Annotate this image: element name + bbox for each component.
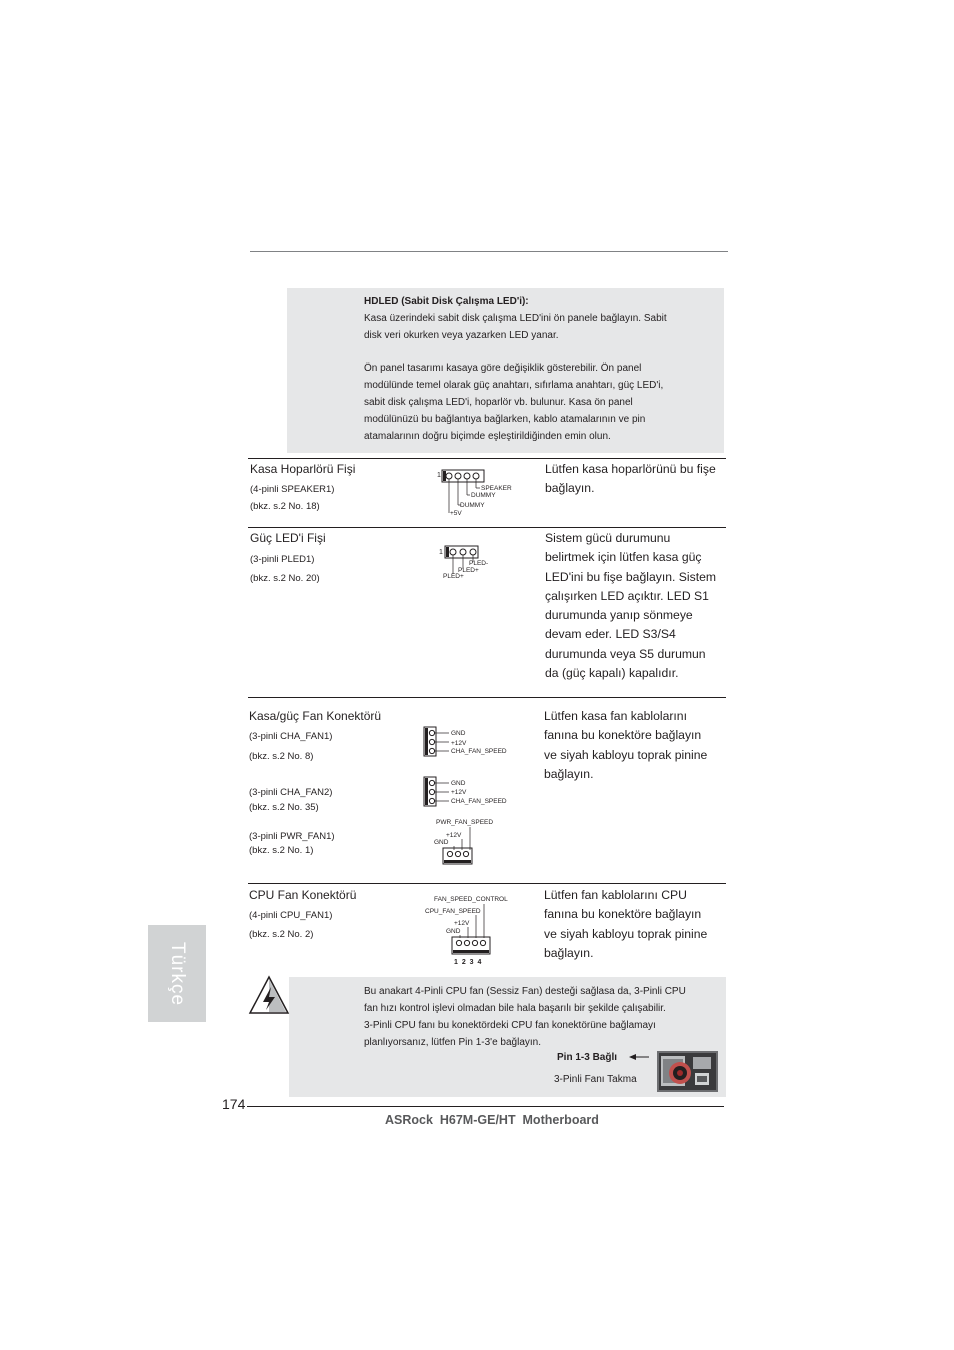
cha2-pin-12v: +12V (451, 789, 467, 796)
cpu-title: CPU Fan Konektörü (249, 888, 357, 902)
cha1-pin-12v: +12V (451, 740, 467, 747)
panel-line-1: Ön panel tasarımı kasaya göre değişiklik gösterebilir. Ön panel (364, 363, 642, 374)
top-rule (250, 251, 728, 252)
panel-line-5: atamalarının doğru biçimde eşleştirildiğinden emin olun. (364, 431, 611, 442)
fan-install-photo (657, 1051, 718, 1092)
cpu-desc-1: Lütfen fan kablolarını CPU (544, 888, 687, 902)
speaker-rule (248, 458, 726, 459)
hdled-heading: HDLED (Sabit Disk Çalışma LED'i): (364, 296, 529, 307)
page-number: 174 (222, 1096, 246, 1112)
hdled-line-2: disk veri okurken veya yazarken LED yanar. (364, 330, 559, 341)
speaker-title: Kasa Hoparlörü Fişi (250, 462, 356, 476)
hdled-note (364, 293, 724, 445)
speaker-pin1-label: 1 (437, 472, 441, 479)
pled-desc-6: devam eder. LED S3/S4 (545, 627, 676, 642)
language-tab (148, 925, 206, 1022)
cha-fan2-connector-diagram (420, 776, 520, 808)
cpu-note-line-4: planlıyorsanız, lütfen Pin 1-3'e bağlayın. (364, 1037, 542, 1048)
pled-desc-4: çalışırken LED açıktır. LED S1 (545, 588, 709, 603)
cpu-pin-gnd: GND (446, 928, 461, 935)
fan-rule (248, 697, 726, 698)
cpu-desc-4: bağlayın. (544, 945, 594, 960)
panel-line-3: sabit disk çalışma LED'i, hoparlör vb. bulunur. Kasa ön panel (364, 397, 633, 408)
speaker-desc-2: bağlayın. (545, 481, 595, 496)
speaker-pin-speaker: SPEAKER (481, 485, 512, 492)
fan-desc-2: fanına bu konektöre bağlayın (544, 728, 702, 743)
cpu-fan-note (364, 983, 726, 1051)
pwr-pin-gnd: GND (434, 839, 449, 846)
cpu-sub1: (4-pinli CPU_FAN1) (249, 910, 333, 921)
cpu-desc (544, 886, 729, 963)
hdled-line-1: Kasa üzerindeki sabit disk çalışma LED'ini ön panele bağlayın. Sabit (364, 313, 667, 324)
cpu-fan-connector-diagram (422, 892, 518, 966)
fan-desc-3: ve siyah kabloyu toprak pinine (544, 747, 708, 762)
cha2-pin-speed: CHA_FAN_SPEED (451, 798, 507, 805)
cha2-pin-gnd: GND (451, 780, 466, 787)
pled-pin-plus2: PLED+ (443, 573, 464, 580)
pwr-fan-connector-diagram (430, 815, 510, 869)
install-label: 3-Pinli Fanı Takma (554, 1074, 637, 1085)
cpu-pin-speed: CPU_FAN_SPEED (425, 908, 481, 915)
pled-pin-minus: PLED- (469, 560, 489, 567)
speaker-pin-dummy1: DUMMY (471, 492, 496, 499)
cha-fan1-connector-diagram (420, 726, 520, 758)
pled-desc-7: durumunda veya S5 durumun (545, 646, 706, 661)
pled-sub2: (bkz. s.2 No. 20) (250, 573, 320, 584)
fan-desc (544, 707, 729, 784)
cha2-sub2: (bkz. s.2 No. 35) (249, 802, 319, 813)
cpu-pin-12v: +12V (454, 920, 470, 927)
pled-desc-8: da (güç kapalı) kapalıdır. (545, 666, 679, 681)
speaker-desc (545, 460, 730, 499)
cpu-note-line-2: fan hızı kontrol işlevi olmadan bile hala başarılı bir şekilde çalışabilir. (364, 1003, 666, 1014)
cha1-sub2: (bkz. s.2 No. 8) (249, 751, 314, 762)
footer-model: ASRock H67M-GE/HT Motherboard (385, 1113, 599, 1127)
pwr-pin-speed: PWR_FAN_SPEED (436, 819, 494, 826)
language-tab-label: Türkçe (167, 941, 188, 1006)
cha1-pin-gnd: GND (451, 730, 466, 737)
panel-line-4: modülünüzü bu bağlantıya bağlarken, kablo atamalarının ve pin (364, 414, 646, 425)
cpu-sub2: (bkz. s.2 No. 2) (249, 929, 314, 940)
cpu-pin-numbers: 1 2 3 4 (454, 959, 483, 966)
pwr-sub1: (3-pinli PWR_FAN1) (249, 831, 335, 842)
speaker-sub2: (bkz. s.2 No. 18) (250, 501, 320, 512)
pled-desc-3: LED'ini bu fişe bağlayın. Sistem (545, 569, 717, 584)
cpu-pin-control: FAN_SPEED_CONTROL (434, 896, 508, 903)
pled-pin1-label: 1 (439, 549, 443, 556)
pled-desc-2: belirtmek için lütfen kasa güç (545, 550, 702, 565)
warning-lightning-icon (248, 975, 290, 1015)
pled-connector-diagram (438, 543, 498, 581)
pled-pin-plus1: PLED+ (458, 567, 479, 574)
pled-desc-5: durumunda yanıp sönmeye (545, 608, 693, 623)
cha1-sub1: (3-pinli CHA_FAN1) (249, 731, 333, 742)
pled-desc (545, 529, 730, 683)
arrow-left-icon (628, 1052, 650, 1062)
footer-rule (247, 1106, 724, 1107)
pwr-sub2: (bkz. s.2 No. 1) (249, 845, 314, 856)
panel-line-2: modülünde temel olarak güç anahtarı, sıfırlama anahtarı, güç LED'i, (364, 380, 664, 391)
speaker-pin-5v: +5V (450, 510, 462, 517)
fan-title: Kasa/güç Fan Konektörü (249, 709, 382, 723)
speaker-desc-1: Lütfen kasa hoparlörünü bu fişe (545, 462, 716, 476)
speaker-sub1: (4-pinli SPEAKER1) (250, 484, 335, 495)
speaker-pin-dummy2: DUMMY (460, 502, 485, 509)
cpu-note-line-1: Bu anakart 4-Pinli CPU fan (Sessiz Fan) desteği sağlasa da, 3-Pinli CPU (364, 986, 686, 997)
cha1-pin-speed: CHA_FAN_SPEED (451, 748, 507, 755)
cpu-desc-3: ve siyah kabloyu toprak pinine (544, 926, 708, 941)
cpu-desc-2: fanına bu konektöre bağlayın (544, 907, 702, 922)
pled-sub1: (3-pinli PLED1) (250, 554, 315, 565)
cpu-note-line-3: 3-Pinli CPU fanı bu konektördeki CPU fan konektörüne bağlamayı (364, 1020, 656, 1031)
fan-desc-1: Lütfen kasa fan kablolarını (544, 709, 687, 723)
cha2-sub1: (3-pinli CHA_FAN2) (249, 787, 333, 798)
cpu-rule (248, 883, 726, 884)
fan-desc-4: bağlayın. (544, 766, 594, 781)
pin13-label: Pin 1-3 Bağlı (557, 1052, 618, 1063)
speaker-connector-diagram (436, 466, 516, 520)
pwr-pin-12v: +12V (446, 832, 462, 839)
pled-rule (248, 527, 726, 528)
pled-title: Güç LED'i Fişi (250, 531, 326, 545)
pled-desc-1: Sistem gücü durumunu (545, 531, 671, 545)
